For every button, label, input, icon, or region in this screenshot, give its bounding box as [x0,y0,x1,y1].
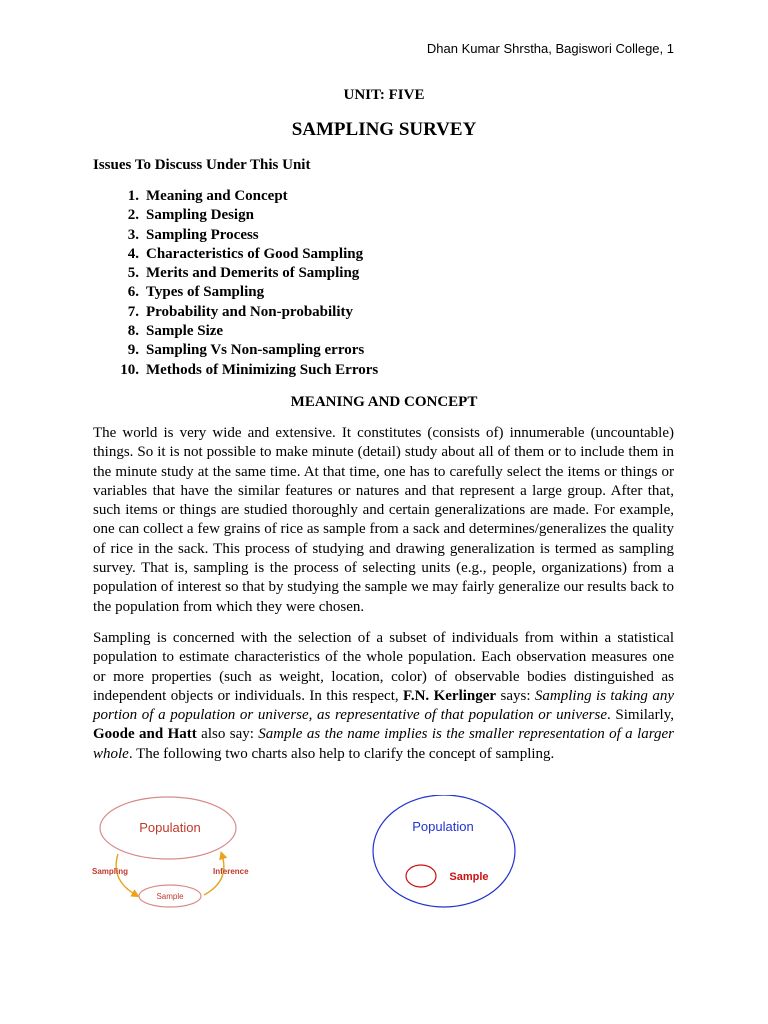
sample-circle [406,865,436,887]
section-heading: MEANING AND CONCEPT [290,394,478,410]
list-item: 9. Sampling Vs Non-sampling errors [127,342,365,359]
list-item: 10. Methods of Minimizing Such Errors [120,361,379,378]
list-item: 8. Sample Size [127,323,224,340]
population-label: Population [412,819,474,834]
sample-label: Sample [449,871,489,883]
list-item: 7. Probability and Non-probability [127,303,353,320]
quote-goode-hatt: Sample as the name implies is the smaller representation of a larger whole [93,726,675,762]
list-item: 3. Sampling Process [127,226,259,243]
population-sample-diagram [373,795,515,907]
page-header: Dhan Kumar Shrstha, Bagiswori College, 1 [426,41,674,56]
sampling-label: Sampling [92,867,129,876]
population-label: Population [139,820,201,835]
population-circle [373,795,515,907]
quote-kerlinger: Sampling is taking any portion of a population or universe, as representative of that population or universe [93,687,674,724]
paragraph-definitions: Sampling is concerned with the selection of a subset of individuals from within a statistical population to estimate characteristics of the whole population. Each observation measures one or more properties (such as weight, location, color) of observable bodies distinguished as independent objects or individuals. In this respect, F.N. Kerlinger says: Sampling is taking any portion of a population or universe, as representative of that population or universe. Similarly, Goode and Hatt also say: Sample as the name implies is the smaller representation of a larger whole. The following two charts also help to clarify the concept of sampling. [93,630,675,762]
author-kerlinger: F.N. Kerlinger [403,687,497,704]
list-item: 5. Merits and Demerits of Sampling [127,265,360,282]
sampling-diagrams [88,795,528,920]
list-item: 1. Meaning and Concept [127,188,288,204]
list-item: 6. Types of Sampling [127,284,265,301]
sampling-cycle-diagram [92,797,249,907]
topics-list [115,187,378,380]
inference-label: Inference [213,867,249,876]
author-goode-hatt: Goode and Hatt [93,726,197,743]
paragraph-meaning: The world is very wide and extensive. It constitutes (consists of) innumerable (uncountable) things. So it is not possible to make minute (detail) study about all of them or to include them in the minute study at the same time. At that time, one has to carefully select the items or things or variables that have the similar features or natures and that represent a large group. After that, such items or things are studied thoroughly and certain generalizations are made. For example, one can collect a few grains of rice as sample from a sack and determines/generalizes the quality of rice in the sack. This process of studying and drawing generalization is termed as sampling survey. That is, sampling is the process of selecting units (e.g., people, organizations) from a population of interest so that by studying the sample we may fairly generalize our results back to the population from which they were chosen. [93,425,674,615]
list-item: 4. Characteristics of Good Sampling [127,245,364,262]
sample-label: Sample [156,892,184,901]
unit-label: UNIT: FIVE [343,87,425,103]
page-title: SAMPLING SURVEY [291,119,477,140]
issues-heading: Issues To Discuss Under This Unit [93,157,311,173]
list-item: 2. Sampling Design [127,207,254,224]
